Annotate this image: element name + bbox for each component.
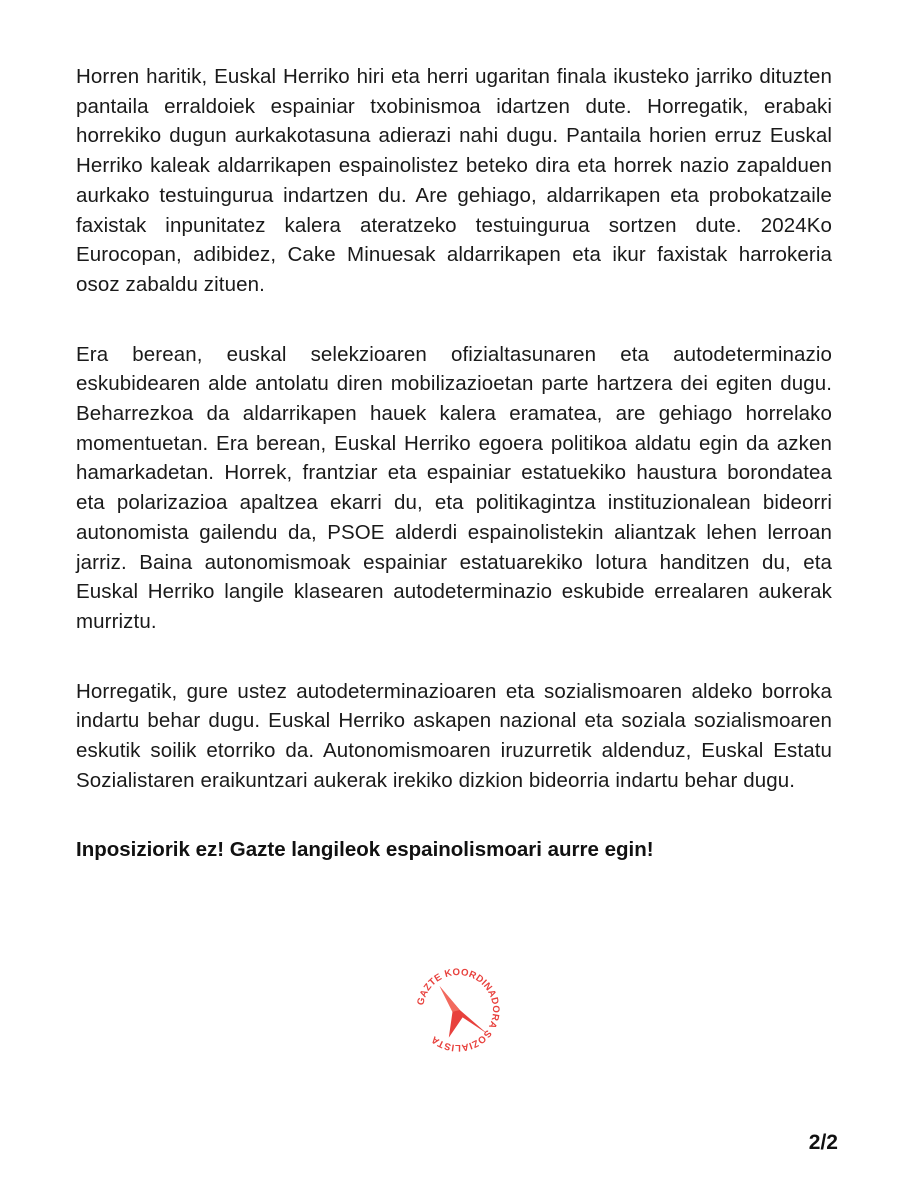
logo-text: GAZTE KOORDINADORA SOZIALISTA <box>415 966 502 1053</box>
logo-star-shape <box>440 986 488 1038</box>
paragraph-3: Horregatik, gure ustez autodeterminazioaren eta sozialismoaren aldeko borroka indartu behar dugu. Euskal Herriko askapen nazional eta soziala sozialismoaren eskutik soilik etorriko da. Autonomismoaren iruzurretik aldenduz, Euskal Estatu Sozialistaren eraikuntzari aukerak irekiko dizkion bideorria indartu behar dugu. <box>76 679 832 792</box>
document-body <box>76 62 832 865</box>
page-number: 2/2 <box>808 1131 838 1154</box>
gks-logo-icon <box>412 964 504 1056</box>
paragraph-1: Horren haritik, Euskal Herriko hiri eta herri ugaritan finala ikusteko jarriko dituzten pantaila erraldoiek espainiar txobinismoa idartzen dute. Horregatik, erabaki horrekiko dugun aurkakotasuna adierazi nahi dugu. Pantaila horien erruz Euskal Herriko kaleak aldarrikapen espainolistez beteko dira eta horrek nazio zapalduen aurkako testuingurua indartzen du. Are gehiago, aldarrikapen eta probokatzaile faxistak inpunitatez kalera ateratzeko testuingurua sortzen dute. 2024Ko Eurocopan, adibidez, Cake Minuesak aldarrikapen eta ikur faxistak harrokeria osoz zabaldu zituen. <box>76 65 832 296</box>
closing-slogan: Inposiziorik ez! Gazte langileok espainolismoari aurre egin! <box>76 838 654 862</box>
paragraph-2: Era berean, euskal selekzioaren ofizialtasunaren eta autodeterminazio eskubidearen alde antolatu diren mobilizazioetan parte hartzera dei egiten dugu. Beharrezkoa da aldarrikapen hauek kalera eramatea, are gehiago horrelako momentuetan. Era berean, Euskal Herriko egoera politikoa aldatu egin da azken hamarkadetan. Horrek, frantziar eta espainiar estatuekiko haustura borondatea eta polarizazioa apaltzea ekarri du, eta politikagintza instituzionalean bideorri autonomista gailendu da, PSOE alderdi espainolistekin aliantzak lehen lerroan jarriz. Baina autonomismoak espainiar estatuarekiko lotura handitzen du, eta Euskal Herriko langile klasearen autodeterminazio eskubide errealaren aukerak murriztu. <box>76 342 832 633</box>
